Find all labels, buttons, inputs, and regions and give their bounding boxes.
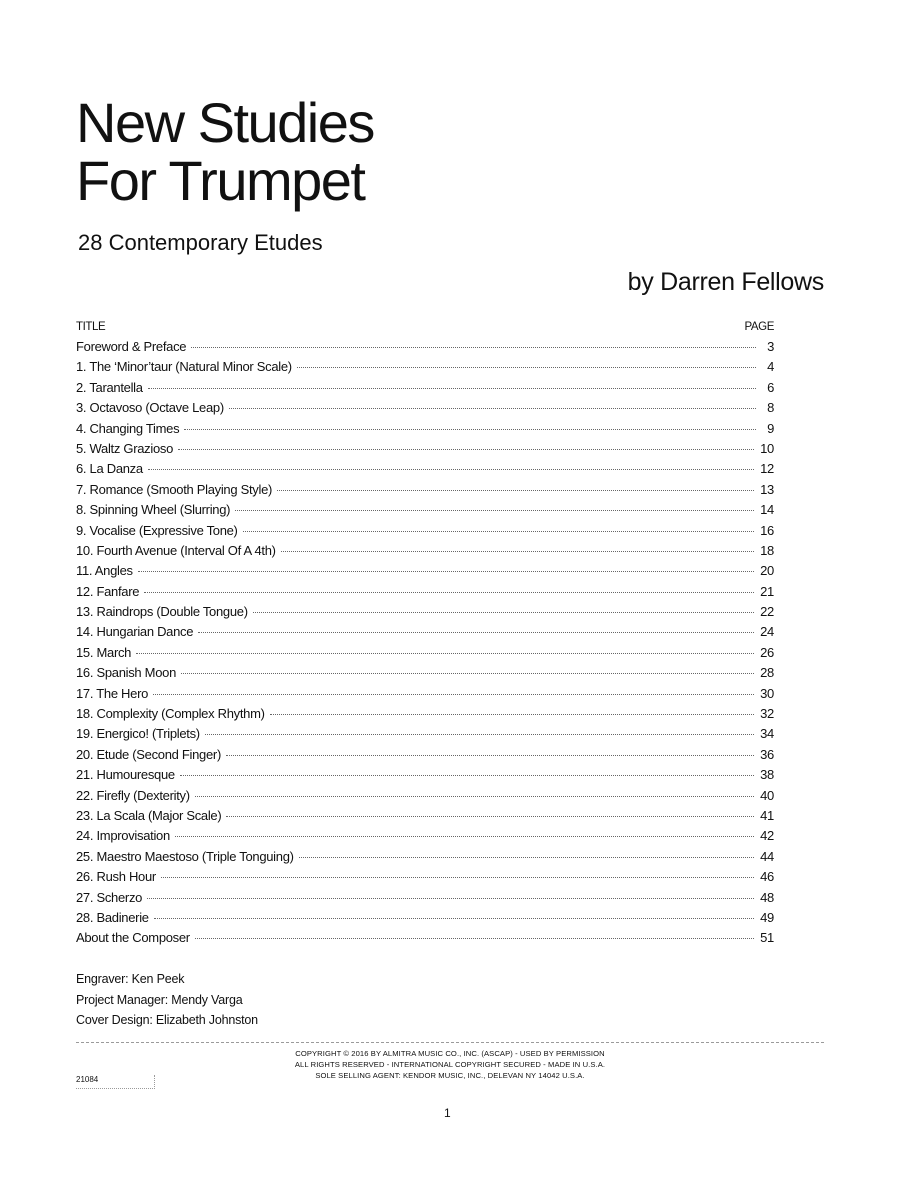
dot-leader	[153, 694, 754, 695]
toc-entry	[76, 686, 774, 706]
toc-entry	[76, 400, 774, 420]
copyright-line-3: SOLE SELLING AGENT: KENDOR MUSIC, INC., DELEVAN NY 14042 U.S.A.	[315, 1071, 585, 1080]
toc-entry-page: 8	[767, 400, 774, 416]
toc-entry	[76, 461, 774, 481]
toc-entry-title: 11. Angles	[76, 563, 133, 579]
dot-leader	[253, 612, 754, 613]
toc-entry	[76, 584, 774, 604]
dot-leader	[270, 714, 754, 715]
toc-entry	[76, 869, 774, 889]
toc-entry-page: 26	[760, 644, 774, 660]
dot-leader	[178, 449, 754, 450]
toc-entry-page: 32	[760, 706, 774, 722]
toc-entry-title: 23. La Scala (Major Scale)	[76, 807, 222, 823]
toc-title-heading: TITLE	[76, 321, 106, 333]
toc-entry-page: 42	[760, 828, 774, 844]
toc-entry-title: 22. Firefly (Dexterity)	[76, 787, 190, 803]
toc-entry	[76, 339, 774, 359]
toc-entry-title: 2. Tarantella	[76, 379, 143, 395]
toc-entry-page: 3	[767, 339, 774, 354]
toc-entry-title: Foreword & Preface	[76, 339, 187, 354]
toc-entry	[76, 665, 774, 685]
toc-entry	[76, 747, 774, 767]
toc-entry	[76, 624, 774, 644]
toc-entry-title: 14. Hungarian Dance	[76, 624, 194, 640]
toc-entry-page: 16	[760, 522, 774, 538]
credits	[76, 972, 258, 1034]
toc-entry-page: 9	[767, 420, 774, 436]
toc-entry	[76, 828, 774, 848]
toc-entry	[76, 645, 774, 665]
toc-entry-title: 28. Badinerie	[76, 909, 149, 925]
toc-entry-page: 49	[760, 909, 774, 925]
toc-entry	[76, 767, 774, 787]
toc-entry-page: 13	[760, 481, 774, 497]
toc-entry-title: 13. Raindrops (Double Tongue)	[76, 604, 248, 620]
toc-entry-title: 26. Rush Hour	[76, 869, 156, 885]
toc-entry	[76, 788, 774, 808]
toc-entry-title: 21. Humouresque	[76, 767, 175, 783]
project-manager-credit: Project Manager: Mendy Varga	[76, 992, 243, 1007]
toc-entry-title: 25. Maestro Maestoso (Triple Tonguing)	[76, 848, 294, 864]
dot-leader	[138, 571, 754, 572]
dot-leader	[226, 816, 754, 817]
toc-entry	[76, 502, 774, 522]
footer-divider	[76, 1042, 824, 1043]
toc-entry-title: 20. Etude (Second Finger)	[76, 746, 221, 762]
toc-entry-title: About the Composer	[76, 930, 190, 946]
toc-entry	[76, 482, 774, 502]
toc-entry-page: 18	[760, 542, 774, 558]
toc-entry-title: 17. The Hero	[76, 685, 149, 701]
toc-entry-page: 30	[760, 685, 774, 701]
toc-entry-page: 21	[760, 583, 774, 599]
toc-entry-title: 12. Fanfare	[76, 583, 140, 599]
dot-leader	[243, 531, 755, 532]
toc-entry-page: 4	[767, 359, 774, 375]
toc-entry-page: 38	[760, 767, 774, 783]
dot-leader	[161, 877, 754, 878]
dot-leader	[299, 857, 754, 858]
dot-leader	[148, 469, 754, 470]
toc-entry-title: 24. Improvisation	[76, 828, 170, 844]
toc-entry	[76, 890, 774, 910]
copyright-line-2: ALL RIGHTS RESERVED - INTERNATIONAL COPYRIGHT SECURED - MADE IN U.S.A.	[294, 1060, 606, 1069]
toc-entry	[76, 543, 774, 563]
dot-leader	[154, 918, 754, 919]
toc-entry	[76, 563, 774, 583]
toc-entry	[76, 380, 774, 400]
copyright-line-1: COPYRIGHT © 2016 BY ALMITRA MUSIC CO., INC. (ASCAP) - USED BY PERMISSION	[295, 1049, 605, 1058]
toc-entry-title: 6. La Danza	[76, 461, 143, 477]
toc-header	[76, 321, 774, 333]
toc-entry-title: 1. The ‘Minor’taur (Natural Minor Scale)	[76, 359, 292, 375]
toc-entry-title: 7. Romance (Smooth Playing Style)	[76, 481, 273, 497]
dot-leader	[277, 490, 754, 491]
toc-entry-title: 18. Complexity (Complex Rhythm)	[76, 706, 265, 722]
dot-leader	[226, 755, 754, 756]
dot-leader	[184, 429, 756, 430]
toc-entry	[76, 604, 774, 624]
toc-entry	[76, 849, 774, 869]
dot-leader	[148, 388, 756, 389]
dot-leader	[281, 551, 754, 552]
toc-entry-title: 8. Spinning Wheel (Slurring)	[76, 502, 231, 518]
copyright-notice	[190, 1048, 710, 1081]
toc-entry	[76, 421, 774, 441]
dot-leader	[195, 938, 754, 939]
table-of-contents	[76, 339, 774, 951]
dot-leader	[205, 734, 754, 735]
dot-leader	[198, 632, 754, 633]
dot-leader	[180, 775, 754, 776]
toc-entry-title: 27. Scherzo	[76, 889, 143, 905]
toc-entry-page: 44	[760, 848, 774, 864]
toc-entry-title: 4. Changing Times	[76, 420, 180, 436]
catalog-number: 21084	[76, 1075, 155, 1089]
page-number: 1	[444, 1106, 451, 1120]
toc-entry-page: 51	[760, 930, 774, 946]
cover-design-credit: Cover Design: Elizabeth Johnston	[76, 1013, 258, 1027]
toc-entry	[76, 910, 774, 930]
toc-entry	[76, 808, 774, 828]
toc-page-heading: PAGE	[744, 321, 774, 333]
toc-entry-title: 19. Energico! (Triplets)	[76, 726, 200, 742]
toc-entry-page: 28	[760, 665, 774, 681]
toc-entry-page: 14	[760, 502, 774, 518]
toc-entry-page: 22	[760, 604, 774, 620]
engraver-credit: Engraver: Ken Peek	[76, 972, 185, 986]
dot-leader	[297, 367, 756, 368]
toc-entry	[76, 706, 774, 726]
author-line: by Darren Fellows	[627, 268, 824, 296]
toc-entry-page: 24	[760, 624, 774, 640]
toc-entry-page: 41	[760, 807, 774, 823]
toc-entry	[76, 930, 774, 950]
dot-leader	[195, 796, 754, 797]
toc-entry-page: 12	[760, 461, 774, 477]
dot-leader	[175, 836, 754, 837]
toc-entry-page: 40	[760, 787, 774, 803]
dot-leader	[147, 898, 754, 899]
dot-leader	[136, 653, 754, 654]
toc-entry-title: 9. Vocalise (Expressive Tone)	[76, 522, 238, 538]
book-title	[76, 91, 374, 212]
toc-entry-title: 15. March	[76, 644, 132, 660]
toc-entry-page: 6	[767, 379, 774, 395]
toc-entry	[76, 726, 774, 746]
toc-entry-page: 36	[760, 746, 774, 762]
toc-entry-title: 3. Octavoso (Octave Leap)	[76, 400, 224, 416]
title-line-2: For Trumpet	[76, 149, 365, 212]
toc-entry	[76, 359, 774, 379]
dot-leader	[181, 673, 754, 674]
toc-entry-title: 10. Fourth Avenue (Interval Of A 4th)	[76, 542, 276, 558]
toc-entry-page: 34	[760, 726, 774, 742]
toc-entry-title: 16. Spanish Moon	[76, 665, 176, 681]
title-line-1: New Studies	[76, 91, 374, 154]
dot-leader	[144, 592, 754, 593]
dot-leader	[229, 408, 756, 409]
dot-leader	[191, 347, 756, 348]
toc-entry-page: 46	[760, 869, 774, 885]
toc-entry-title: 5. Waltz Grazioso	[76, 440, 174, 456]
book-subtitle: 28 Contemporary Etudes	[78, 230, 323, 255]
dot-leader	[235, 510, 754, 511]
toc-entry	[76, 523, 774, 543]
toc-entry-page: 10	[760, 440, 774, 456]
toc-entry-page: 20	[760, 563, 774, 579]
toc-entry	[76, 441, 774, 461]
toc-entry-page: 48	[760, 889, 774, 905]
